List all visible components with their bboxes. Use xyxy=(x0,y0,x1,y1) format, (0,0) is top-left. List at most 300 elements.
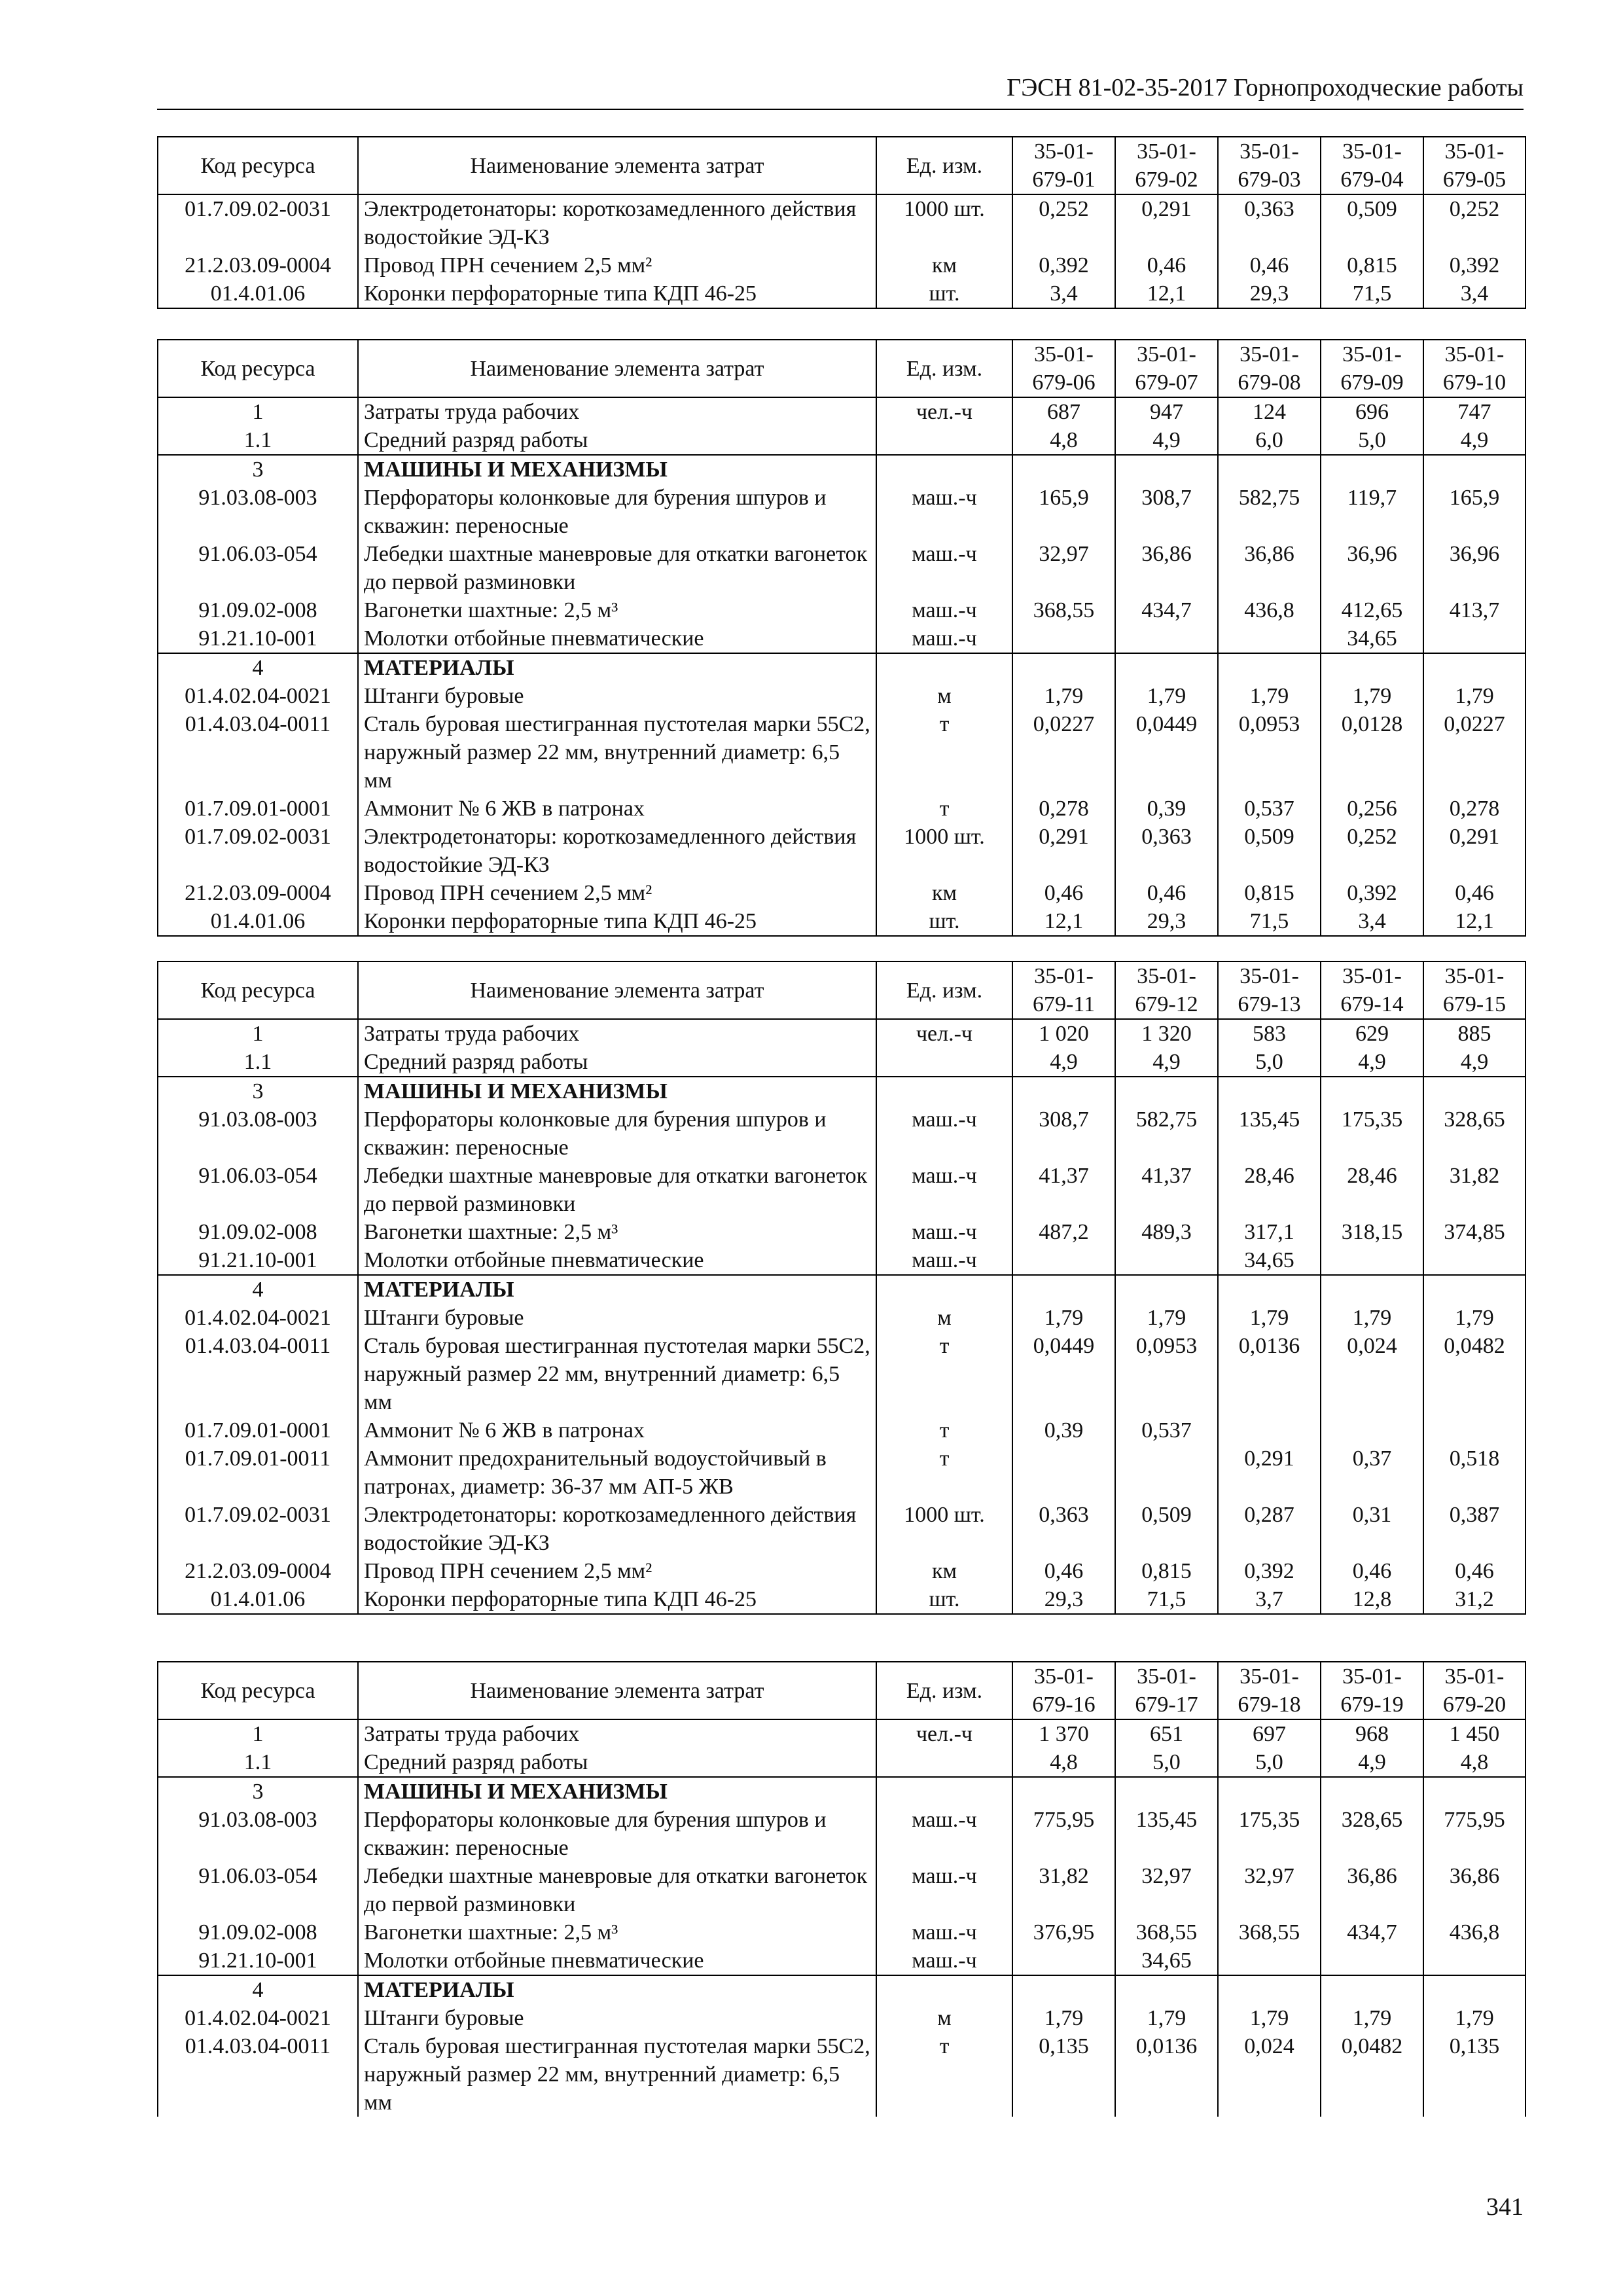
cost-element-name: Электродетонаторы: короткозамедленного действия водостойкие ЭД-КЗ xyxy=(358,1501,876,1557)
consumption-value: 124 xyxy=(1218,397,1321,426)
cost-element-name: Аммонит предохранительный водоустойчивый в патронах, диаметр: 36-37 мм АП-5 ЖВ xyxy=(358,1444,876,1501)
header-norm-code: 35-01-679-09 xyxy=(1321,340,1423,397)
consumption-value: 165,9 xyxy=(1012,484,1115,540)
unit: т xyxy=(876,795,1012,823)
table-row xyxy=(158,484,1525,540)
table-row xyxy=(158,194,1525,251)
consumption-value: 12,8 xyxy=(1321,1585,1423,1614)
table-row xyxy=(158,1162,1525,1218)
consumption-value: 412,65 xyxy=(1321,596,1423,624)
consumption-value: 4,9 xyxy=(1115,426,1218,455)
unit: км xyxy=(876,251,1012,279)
resource-code: 1 xyxy=(158,1019,358,1048)
consumption-value xyxy=(1012,1777,1115,1806)
consumption-value: 32,97 xyxy=(1012,540,1115,596)
cost-element-name: Коронки перфораторные типа КДП 46-25 xyxy=(358,907,876,936)
consumption-value xyxy=(1012,653,1115,682)
header-cost-element-name: Наименование элемента затрат xyxy=(358,961,876,1019)
consumption-value: 0,518 xyxy=(1423,1444,1525,1501)
consumption-value: 71,5 xyxy=(1115,1585,1218,1614)
resource-code: 91.06.03-054 xyxy=(158,540,358,596)
consumption-value xyxy=(1423,1416,1525,1444)
consumption-value: 0,256 xyxy=(1321,795,1423,823)
consumption-value: 436,8 xyxy=(1423,1918,1525,1946)
resource-code: 1 xyxy=(158,397,358,426)
consumption-value xyxy=(1012,1246,1115,1275)
consumption-value xyxy=(1115,1777,1218,1806)
cost-element-name: Коронки перфораторные типа КДП 46-25 xyxy=(358,279,876,308)
header-norm-code: 35-01-679-13 xyxy=(1218,961,1321,1019)
table-row xyxy=(158,1246,1525,1275)
header-unit: Ед. изм. xyxy=(876,961,1012,1019)
cost-element-name: Провод ПРН сечением 2,5 мм² xyxy=(358,879,876,907)
cost-element-name: Средний разряд работы xyxy=(358,1048,876,1077)
table-row xyxy=(158,1806,1525,1862)
consumption-value: 0,0482 xyxy=(1321,2032,1423,2117)
consumption-value: 0,0449 xyxy=(1012,1332,1115,1416)
header-cost-element-name: Наименование элемента затрат xyxy=(358,137,876,194)
header-norm-code: 35-01-679-07 xyxy=(1115,340,1218,397)
consumption-value: 1,79 xyxy=(1423,2004,1525,2032)
consumption-value: 328,65 xyxy=(1423,1105,1525,1162)
cost-element-name: Перфораторы колонковые для бурения шпуров и скважин: переносные xyxy=(358,1806,876,1862)
consumption-value: 0,363 xyxy=(1115,823,1218,879)
resource-code: 01.4.03.04-0011 xyxy=(158,2032,358,2117)
cost-element-name: Штанги буровые xyxy=(358,682,876,710)
resource-code: 4 xyxy=(158,653,358,682)
consumption-value: 0,509 xyxy=(1115,1501,1218,1557)
unit: 1000 шт. xyxy=(876,194,1012,251)
unit xyxy=(876,1275,1012,1304)
consumption-value: 328,65 xyxy=(1321,1806,1423,1862)
consumption-value: 687 xyxy=(1012,397,1115,426)
table-row xyxy=(158,1444,1525,1501)
cost-element-name: Вагонетки шахтные: 2,5 м³ xyxy=(358,596,876,624)
consumption-value: 0,509 xyxy=(1218,823,1321,879)
consumption-value: 4,8 xyxy=(1012,1748,1115,1777)
resource-code: 1.1 xyxy=(158,1748,358,1777)
resource-code: 91.03.08-003 xyxy=(158,484,358,540)
table-row xyxy=(158,1416,1525,1444)
table-header-row xyxy=(158,340,1525,397)
unit: маш.-ч xyxy=(876,1105,1012,1162)
consumption-value: 0,0227 xyxy=(1012,710,1115,795)
consumption-value: 0,363 xyxy=(1012,1501,1115,1557)
resource-code: 01.4.01.06 xyxy=(158,1585,358,1614)
table-row xyxy=(158,1557,1525,1585)
consumption-value: 1,79 xyxy=(1012,682,1115,710)
consumption-value xyxy=(1321,1975,1423,2004)
header-norm-code: 35-01-679-01 xyxy=(1012,137,1115,194)
consumption-value: 0,291 xyxy=(1218,1444,1321,1501)
consumption-value: 0,46 xyxy=(1115,879,1218,907)
consumption-value: 0,46 xyxy=(1115,251,1218,279)
consumption-value: 582,75 xyxy=(1115,1105,1218,1162)
consumption-value: 0,392 xyxy=(1012,251,1115,279)
consumption-value: 0,278 xyxy=(1423,795,1525,823)
consumption-value: 885 xyxy=(1423,1019,1525,1048)
consumption-value xyxy=(1218,455,1321,484)
unit: маш.-ч xyxy=(876,1218,1012,1246)
table-row xyxy=(158,2004,1525,2032)
consumption-value: 434,7 xyxy=(1321,1918,1423,1946)
resource-code: 21.2.03.09-0004 xyxy=(158,251,358,279)
consumption-value: 4,9 xyxy=(1012,1048,1115,1077)
consumption-value: 29,3 xyxy=(1218,279,1321,308)
consumption-value: 4,9 xyxy=(1115,1048,1218,1077)
cost-element-name: Коронки перфораторные типа КДП 46-25 xyxy=(358,1585,876,1614)
section-title: МАШИНЫ И МЕХАНИЗМЫ xyxy=(358,1777,876,1806)
consumption-value: 0,0953 xyxy=(1115,1332,1218,1416)
consumption-value: 374,85 xyxy=(1423,1218,1525,1246)
consumption-value: 0,46 xyxy=(1012,1557,1115,1585)
consumption-value: 0,392 xyxy=(1423,251,1525,279)
header-norm-code: 35-01-679-12 xyxy=(1115,961,1218,1019)
consumption-value: 4,9 xyxy=(1321,1748,1423,1777)
consumption-value xyxy=(1115,1444,1218,1501)
consumption-value: 0,291 xyxy=(1423,823,1525,879)
resource-code: 01.7.09.01-0001 xyxy=(158,1416,358,1444)
header-norm-code: 35-01-679-10 xyxy=(1423,340,1525,397)
unit: т xyxy=(876,1332,1012,1416)
consumption-value: 368,55 xyxy=(1218,1918,1321,1946)
consumption-value: 1,79 xyxy=(1115,682,1218,710)
table-row xyxy=(158,1748,1525,1777)
header-norm-code: 35-01-679-19 xyxy=(1321,1662,1423,1719)
cost-element-name: Сталь буровая шестигранная пустотелая марки 55С2, наружный размер 22 мм, внутренний диаметр: 6,5 мм xyxy=(358,710,876,795)
unit: маш.-ч xyxy=(876,1246,1012,1275)
consumption-value: 775,95 xyxy=(1012,1806,1115,1862)
resource-code: 3 xyxy=(158,455,358,484)
consumption-value: 34,65 xyxy=(1321,624,1423,653)
consumption-value: 0,0128 xyxy=(1321,710,1423,795)
unit: маш.-ч xyxy=(876,624,1012,653)
header-norm-code: 35-01-679-16 xyxy=(1012,1662,1115,1719)
unit xyxy=(876,455,1012,484)
consumption-value: 0,0449 xyxy=(1115,710,1218,795)
unit xyxy=(876,1048,1012,1077)
consumption-value: 12,1 xyxy=(1423,907,1525,936)
consumption-value: 1,79 xyxy=(1012,1304,1115,1332)
consumption-value: 308,7 xyxy=(1115,484,1218,540)
consumption-value: 175,35 xyxy=(1321,1105,1423,1162)
consumption-value: 0,46 xyxy=(1218,251,1321,279)
consumption-value xyxy=(1012,455,1115,484)
table-row xyxy=(158,823,1525,879)
table-row xyxy=(158,624,1525,653)
unit: маш.-ч xyxy=(876,1946,1012,1975)
consumption-value: 747 xyxy=(1423,397,1525,426)
resource-code: 01.7.09.01-0011 xyxy=(158,1444,358,1501)
cost-element-name: Аммонит № 6 ЖВ в патронах xyxy=(358,1416,876,1444)
unit: маш.-ч xyxy=(876,1918,1012,1946)
consumption-value xyxy=(1321,1275,1423,1304)
consumption-value: 71,5 xyxy=(1321,279,1423,308)
resource-code: 1.1 xyxy=(158,1048,358,1077)
consumption-value: 4,9 xyxy=(1423,1048,1525,1077)
consumption-value: 0,46 xyxy=(1423,879,1525,907)
consumption-value: 0,0953 xyxy=(1218,710,1321,795)
consumption-value: 34,65 xyxy=(1115,1946,1218,1975)
cost-element-name: Лебедки шахтные маневровые для откатки вагонеток до первой разминовки xyxy=(358,1162,876,1218)
unit: чел.-ч xyxy=(876,1019,1012,1048)
consumption-value: 629 xyxy=(1321,1019,1423,1048)
consumption-value: 5,0 xyxy=(1115,1748,1218,1777)
unit: шт. xyxy=(876,1585,1012,1614)
table-row xyxy=(158,1719,1525,1748)
consumption-value: 696 xyxy=(1321,397,1423,426)
consumption-value: 0,392 xyxy=(1321,879,1423,907)
cost-element-name: Затраты труда рабочих xyxy=(358,1719,876,1748)
consumption-value xyxy=(1115,455,1218,484)
cost-element-name: Затраты труда рабочих xyxy=(358,1019,876,1048)
unit: шт. xyxy=(876,279,1012,308)
consumption-value: 0,39 xyxy=(1012,1416,1115,1444)
resource-code: 91.09.02-008 xyxy=(158,596,358,624)
header-norm-code: 35-01-679-20 xyxy=(1423,1662,1525,1719)
consumption-value: 0,46 xyxy=(1321,1557,1423,1585)
resource-code: 91.21.10-001 xyxy=(158,1946,358,1975)
consumption-value: 0,815 xyxy=(1218,879,1321,907)
table-row xyxy=(158,426,1525,455)
table-row xyxy=(158,1218,1525,1246)
consumption-value: 0,815 xyxy=(1115,1557,1218,1585)
cost-element-name: Провод ПРН сечением 2,5 мм² xyxy=(358,1557,876,1585)
consumption-value: 29,3 xyxy=(1115,907,1218,936)
consumption-value: 1 320 xyxy=(1115,1019,1218,1048)
resource-code: 21.2.03.09-0004 xyxy=(158,1557,358,1585)
consumption-value: 487,2 xyxy=(1012,1218,1115,1246)
consumption-value: 0,252 xyxy=(1012,194,1115,251)
section-title: МАТЕРИАЛЫ xyxy=(358,653,876,682)
table-row xyxy=(158,397,1525,426)
consumption-value: 29,3 xyxy=(1012,1585,1115,1614)
table-row xyxy=(158,1946,1525,1975)
consumption-value: 0,37 xyxy=(1321,1444,1423,1501)
consumption-value xyxy=(1423,1077,1525,1105)
consumption-value xyxy=(1218,653,1321,682)
header-norm-code: 35-01-679-11 xyxy=(1012,961,1115,1019)
consumption-value xyxy=(1218,1275,1321,1304)
consumption-value: 1,79 xyxy=(1115,2004,1218,2032)
resource-code: 01.4.03.04-0011 xyxy=(158,1332,358,1416)
resource-code: 1.1 xyxy=(158,426,358,455)
table-row xyxy=(158,540,1525,596)
consumption-value: 1 020 xyxy=(1012,1019,1115,1048)
consumption-value: 31,2 xyxy=(1423,1585,1525,1614)
consumption-value: 28,46 xyxy=(1321,1162,1423,1218)
consumption-value xyxy=(1012,1275,1115,1304)
resource-code: 91.03.08-003 xyxy=(158,1806,358,1862)
header-unit: Ед. изм. xyxy=(876,340,1012,397)
consumption-value xyxy=(1321,1416,1423,1444)
resource-code: 91.09.02-008 xyxy=(158,1918,358,1946)
unit: маш.-ч xyxy=(876,484,1012,540)
consumption-value xyxy=(1012,1946,1115,1975)
cost-element-name: Сталь буровая шестигранная пустотелая марки 55С2, наружный размер 22 мм, внутренний диаметр: 6,5 мм xyxy=(358,2032,876,2117)
consumption-value: 41,37 xyxy=(1012,1162,1115,1218)
resource-code: 01.4.02.04-0021 xyxy=(158,2004,358,2032)
cost-element-name: Молотки отбойные пневматические xyxy=(358,1246,876,1275)
consumption-value: 34,65 xyxy=(1218,1246,1321,1275)
consumption-value: 28,46 xyxy=(1218,1162,1321,1218)
unit: т xyxy=(876,2032,1012,2117)
consumption-value: 1 450 xyxy=(1423,1719,1525,1748)
consumption-value xyxy=(1321,653,1423,682)
consumption-value: 368,55 xyxy=(1115,1918,1218,1946)
consumption-value xyxy=(1012,624,1115,653)
unit: км xyxy=(876,1557,1012,1585)
unit: м xyxy=(876,1304,1012,1332)
consumption-value: 1,79 xyxy=(1321,1304,1423,1332)
consumption-value: 1,79 xyxy=(1218,682,1321,710)
consumption-value: 1,79 xyxy=(1218,1304,1321,1332)
table-row xyxy=(158,1585,1525,1614)
resource-table-4 xyxy=(157,1661,1526,2117)
consumption-value xyxy=(1218,1777,1321,1806)
consumption-value: 0,537 xyxy=(1115,1416,1218,1444)
cost-element-name: Средний разряд работы xyxy=(358,426,876,455)
cost-element-name: Затраты труда рабочих xyxy=(358,397,876,426)
consumption-value: 0,0227 xyxy=(1423,710,1525,795)
consumption-value xyxy=(1115,1975,1218,2004)
section-row xyxy=(158,1777,1525,1806)
table-header-row xyxy=(158,137,1525,194)
consumption-value xyxy=(1321,455,1423,484)
table-row xyxy=(158,1304,1525,1332)
unit xyxy=(876,1077,1012,1105)
consumption-value: 434,7 xyxy=(1115,596,1218,624)
cost-element-name: Перфораторы колонковые для бурения шпуров и скважин: переносные xyxy=(358,484,876,540)
consumption-value: 32,97 xyxy=(1115,1862,1218,1918)
resource-code: 3 xyxy=(158,1777,358,1806)
resource-code: 91.06.03-054 xyxy=(158,1162,358,1218)
consumption-value: 0,024 xyxy=(1321,1332,1423,1416)
resource-table-1 xyxy=(157,136,1526,309)
header-norm-code: 35-01-679-03 xyxy=(1218,137,1321,194)
page-number: 341 xyxy=(1486,2193,1524,2221)
consumption-value xyxy=(1012,1444,1115,1501)
unit: маш.-ч xyxy=(876,596,1012,624)
consumption-value: 0,278 xyxy=(1012,795,1115,823)
unit: т xyxy=(876,1416,1012,1444)
unit: чел.-ч xyxy=(876,397,1012,426)
section-row xyxy=(158,1077,1525,1105)
consumption-value: 36,96 xyxy=(1423,540,1525,596)
section-title: МАШИНЫ И МЕХАНИЗМЫ xyxy=(358,455,876,484)
unit: м xyxy=(876,682,1012,710)
table-row xyxy=(158,1501,1525,1557)
consumption-value: 5,0 xyxy=(1218,1048,1321,1077)
resource-code: 01.7.09.02-0031 xyxy=(158,1501,358,1557)
consumption-value: 0,0136 xyxy=(1218,1332,1321,1416)
resource-table-2 xyxy=(157,339,1526,937)
cost-element-name: Сталь буровая шестигранная пустотелая марки 55С2, наружный размер 22 мм, внутренний диаметр: 6,5 мм xyxy=(358,1332,876,1416)
consumption-value: 0,024 xyxy=(1218,2032,1321,2117)
consumption-value: 6,0 xyxy=(1218,426,1321,455)
consumption-value xyxy=(1115,653,1218,682)
consumption-value: 1,79 xyxy=(1321,682,1423,710)
table-row xyxy=(158,682,1525,710)
consumption-value xyxy=(1423,455,1525,484)
consumption-value: 0,0482 xyxy=(1423,1332,1525,1416)
section-title: МАТЕРИАЛЫ xyxy=(358,1975,876,2004)
unit: чел.-ч xyxy=(876,1719,1012,1748)
table-row xyxy=(158,1332,1525,1416)
cost-element-name: Вагонетки шахтные: 2,5 м³ xyxy=(358,1218,876,1246)
header-norm-code: 35-01-679-15 xyxy=(1423,961,1525,1019)
consumption-value: 697 xyxy=(1218,1719,1321,1748)
consumption-value xyxy=(1218,1416,1321,1444)
consumption-value: 968 xyxy=(1321,1719,1423,1748)
consumption-value: 32,97 xyxy=(1218,1862,1321,1918)
resource-code: 91.09.02-008 xyxy=(158,1218,358,1246)
consumption-value: 36,86 xyxy=(1115,540,1218,596)
consumption-value xyxy=(1321,1777,1423,1806)
cost-element-name: Молотки отбойные пневматические xyxy=(358,1946,876,1975)
section-row xyxy=(158,653,1525,682)
consumption-value: 36,86 xyxy=(1321,1862,1423,1918)
cost-element-name: Провод ПРН сечением 2,5 мм² xyxy=(358,251,876,279)
header-resource-code: Код ресурса xyxy=(158,961,358,1019)
consumption-value: 1 370 xyxy=(1012,1719,1115,1748)
table-row xyxy=(158,879,1525,907)
consumption-value: 1,79 xyxy=(1115,1304,1218,1332)
consumption-value: 1,79 xyxy=(1321,2004,1423,2032)
consumption-value: 947 xyxy=(1115,397,1218,426)
resource-code: 01.4.02.04-0021 xyxy=(158,682,358,710)
consumption-value: 436,8 xyxy=(1218,596,1321,624)
resource-code: 01.7.09.02-0031 xyxy=(158,823,358,879)
consumption-value: 318,15 xyxy=(1321,1218,1423,1246)
consumption-value xyxy=(1423,1946,1525,1975)
resource-code: 3 xyxy=(158,1077,358,1105)
consumption-value: 41,37 xyxy=(1115,1162,1218,1218)
consumption-value xyxy=(1218,624,1321,653)
resource-code: 1 xyxy=(158,1719,358,1748)
header-unit: Ед. изм. xyxy=(876,137,1012,194)
unit: шт. xyxy=(876,907,1012,936)
consumption-value xyxy=(1218,1975,1321,2004)
consumption-value xyxy=(1321,1077,1423,1105)
consumption-value xyxy=(1218,1077,1321,1105)
header-cost-element-name: Наименование элемента затрат xyxy=(358,340,876,397)
resource-code: 01.4.02.04-0021 xyxy=(158,1304,358,1332)
resource-code: 01.7.09.02-0031 xyxy=(158,194,358,251)
consumption-value: 376,95 xyxy=(1012,1918,1115,1946)
consumption-value: 3,4 xyxy=(1423,279,1525,308)
unit: км xyxy=(876,879,1012,907)
header-resource-code: Код ресурса xyxy=(158,1662,358,1719)
consumption-value xyxy=(1423,1975,1525,2004)
consumption-value: 1,79 xyxy=(1423,1304,1525,1332)
resource-code: 91.03.08-003 xyxy=(158,1105,358,1162)
cost-element-name: Средний разряд работы xyxy=(358,1748,876,1777)
header-norm-code: 35-01-679-18 xyxy=(1218,1662,1321,1719)
header-cost-element-name: Наименование элемента затрат xyxy=(358,1662,876,1719)
consumption-value xyxy=(1321,1946,1423,1975)
header-rule xyxy=(157,109,1524,110)
resource-code: 01.4.01.06 xyxy=(158,907,358,936)
header-norm-code: 35-01-679-08 xyxy=(1218,340,1321,397)
table-row xyxy=(158,1862,1525,1918)
consumption-value xyxy=(1115,1077,1218,1105)
header-resource-code: Код ресурса xyxy=(158,137,358,194)
consumption-value: 0,291 xyxy=(1012,823,1115,879)
header-resource-code: Код ресурса xyxy=(158,340,358,397)
consumption-value: 0,387 xyxy=(1423,1501,1525,1557)
resource-table-3 xyxy=(157,961,1526,1615)
